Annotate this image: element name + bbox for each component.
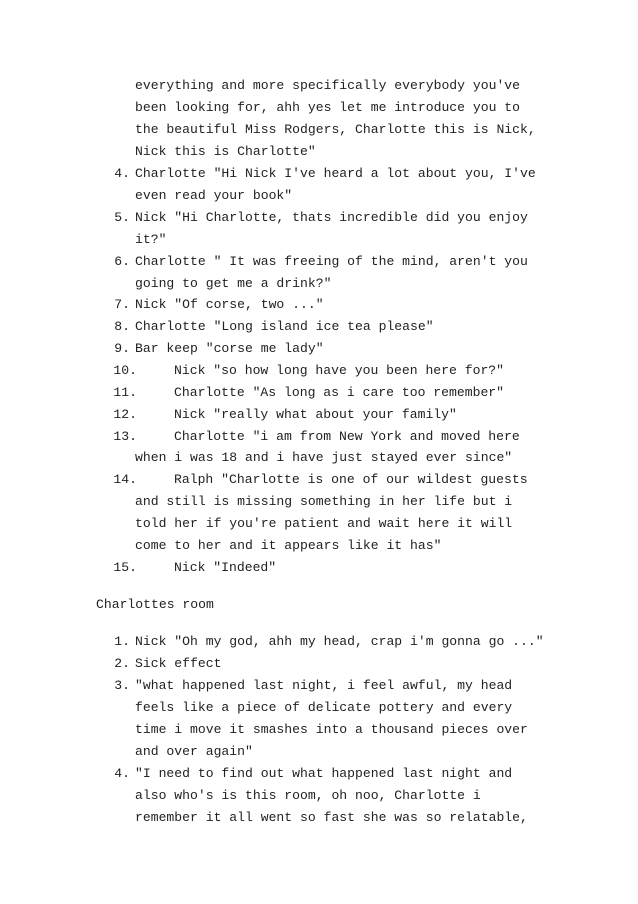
list-item-line: and over again": [135, 744, 253, 759]
list-item-line: Nick "Of corse, two ...": [135, 297, 324, 312]
list-item-line: "I need to find out what happened last night and: [135, 766, 513, 781]
continuation-line: the beautiful Miss Rodgers, Charlotte this is Nick,: [135, 122, 536, 137]
list-number: 5.: [114, 210, 130, 225]
scene-heading: Charlottes room: [96, 597, 214, 612]
list-item-line: Bar keep "corse me lady": [135, 341, 324, 356]
list-number: 1.: [114, 634, 130, 649]
continuation-line: everything and more specifically everybody you've: [135, 78, 521, 93]
list-item-line: remember it all went so fast she was so relatable,: [135, 810, 528, 825]
list-number: 4.: [114, 166, 130, 181]
list-item-line: "what happened last night, i feel awful, my head: [135, 678, 513, 693]
list-item-line: Charlotte "As long as i care too remember": [174, 385, 505, 400]
list-item-line: Sick effect: [135, 656, 222, 671]
list-item-line: Charlotte " It was freeing of the mind, aren't you: [135, 254, 528, 269]
list-number: 10.: [113, 363, 137, 378]
list-number: 7.: [114, 297, 130, 312]
list-item-line: Charlotte "Hi Nick I've heard a lot about you, I've: [135, 166, 536, 181]
list-number: 8.: [114, 319, 130, 334]
list-item-line: it?": [135, 232, 167, 247]
list-number: 11.: [113, 385, 137, 400]
list-number: 2.: [114, 656, 130, 671]
list-item-line: also who's is this room, oh noo, Charlotte i: [135, 788, 481, 803]
list-item-line: feels like a piece of delicate pottery and every: [135, 700, 513, 715]
list-number: 13.: [113, 429, 137, 444]
continuation-line: been looking for, ahh yes let me introduce you to: [135, 100, 521, 115]
list-number: 3.: [114, 678, 130, 693]
list-number: 6.: [114, 254, 130, 269]
list-item-line: come to her and it appears like it has": [135, 538, 442, 553]
list-item-line: Nick "Hi Charlotte, thats incredible did you enjoy: [135, 210, 528, 225]
continuation-line: Nick this is Charlotte": [135, 144, 316, 159]
list-number: 9.: [114, 341, 130, 356]
list-number: 12.: [113, 407, 137, 422]
list-number: 15.: [113, 560, 137, 575]
list-item-line: Nick "really what about your family": [174, 407, 457, 422]
list-number: 4.: [114, 766, 130, 781]
list-item-line: Nick "Indeed": [174, 560, 277, 575]
list-item-line: even read your book": [135, 188, 293, 203]
list-item-line: Ralph "Charlotte is one of our wildest guests: [174, 472, 528, 487]
list-item-line: and still is missing something in her life but i: [135, 494, 513, 509]
list-item-line: told her if you're patient and wait here it will: [135, 516, 513, 531]
list-item-line: Charlotte "Long island ice tea please": [135, 319, 434, 334]
list-item-line: Nick "so how long have you been here for?": [174, 363, 505, 378]
list-item-line: Nick "Oh my god, ahh my head, crap i'm gonna go ...": [135, 634, 544, 649]
list-item-line: time i move it smashes into a thousand pieces over: [135, 722, 528, 737]
list-item-line: when i was 18 and i have just stayed ever since": [135, 450, 513, 465]
list-item-line: Charlotte "i am from New York and moved here: [174, 429, 520, 444]
list-number: 14.: [113, 472, 137, 487]
list-item-line: going to get me a drink?": [135, 276, 332, 291]
